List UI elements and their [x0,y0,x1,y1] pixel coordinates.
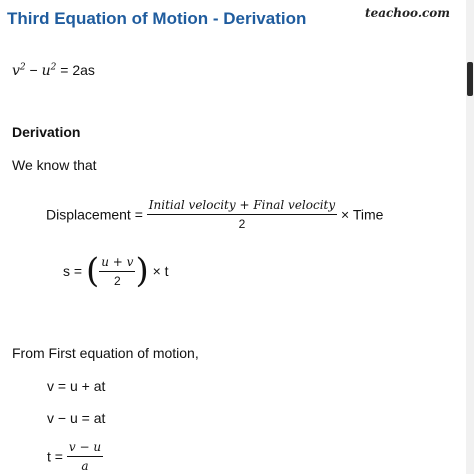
eq-u-exponent: 2 [50,62,57,73]
displacement-numerator: Initial velocity + Final velocity [147,198,337,215]
s-numerator: u + v [99,255,135,272]
scrollbar-thumb[interactable] [467,62,473,96]
t-denominator: a [81,459,89,473]
eq-rhs: = 2as [56,62,95,78]
displacement-label: Displacement = [46,206,147,223]
page-title: Third Equation of Motion - Derivation [7,9,307,28]
displacement-suffix: × Time [337,206,384,223]
s-fraction [99,255,135,288]
s-suffix: × t [148,263,169,279]
equation-line-2: v − u = at [47,410,106,426]
t-formula [47,440,103,473]
s-denominator: 2 [113,273,121,288]
s-lhs: s = [63,263,86,279]
t-lhs: t = [47,448,67,465]
section-heading: Derivation [12,124,81,140]
intro-text: We know that [12,157,97,173]
displacement-formula [46,198,383,231]
from-first-text: From First equation of motion, [12,345,199,361]
eq-v-exponent: 2 [19,62,26,73]
teachoo-logo: teachoo.com [365,6,450,20]
left-paren: ( [85,251,100,291]
t-numerator: v − u [67,440,103,457]
eq-v: v [12,63,20,79]
equation-line-1: v = u + at [47,378,106,394]
t-fraction [67,440,103,473]
displacement-denominator: 2 [238,217,246,231]
eq-minus: − [25,62,42,78]
right-paren: ) [135,251,149,291]
eq-u: u [41,63,51,79]
s-formula [63,251,169,291]
displacement-fraction [147,198,337,231]
third-equation [12,62,95,79]
